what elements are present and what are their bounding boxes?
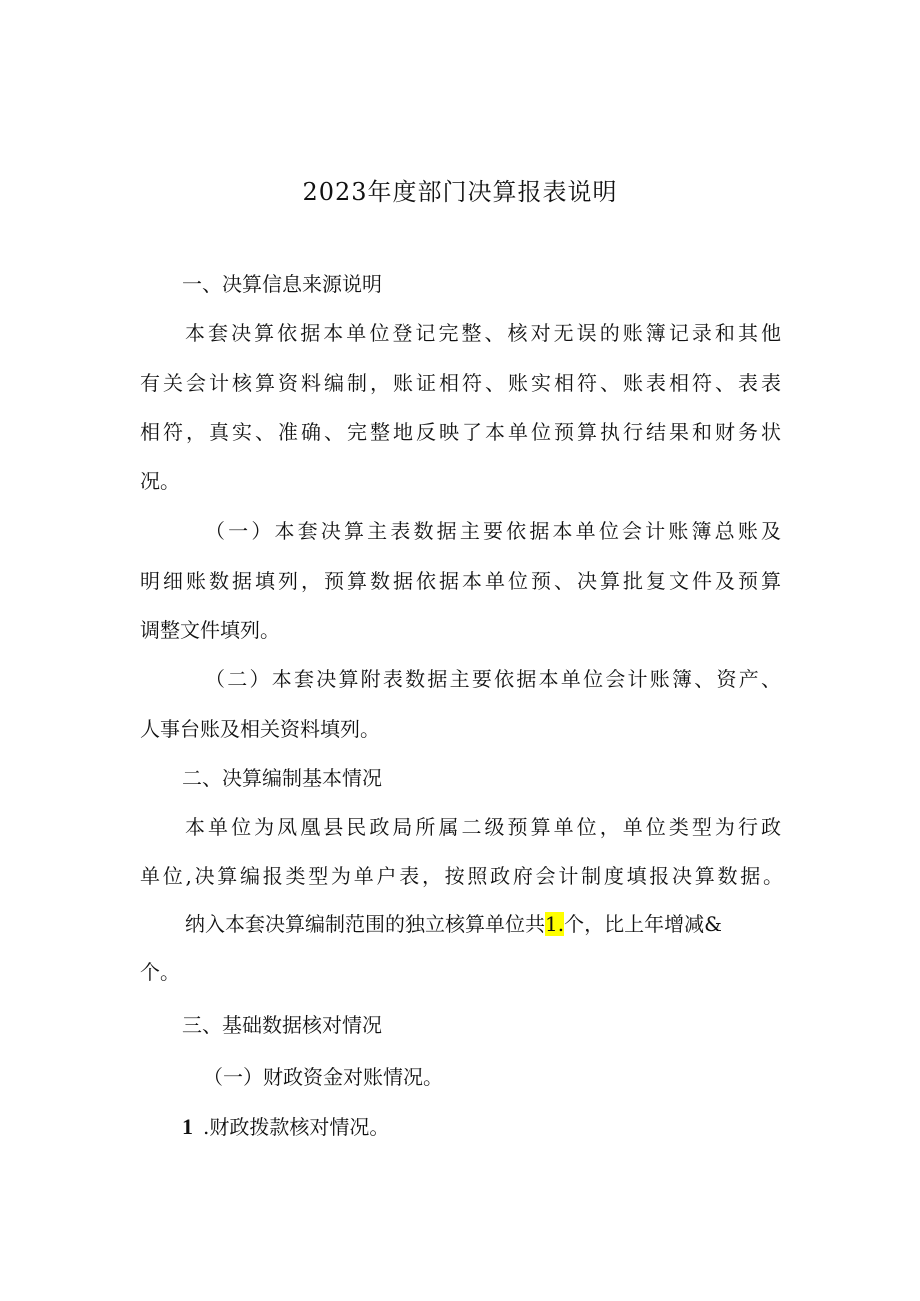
text-segment: 个，比上年增减& <box>564 912 722 936</box>
paragraph-line: 调整文件填列。 <box>140 618 280 642</box>
section-3-heading: 三、基础数据核对情况 <box>182 1013 382 1037</box>
item-text: .财政拨款核对情况。 <box>203 1115 390 1139</box>
item-number: 1 <box>182 1114 193 1139</box>
document-title: 2023年度部门决算报表说明 <box>302 178 618 206</box>
paragraph-line: 单位,决算编报类型为单户表，按照政府会计制度填报决算数据。 <box>140 864 783 888</box>
paragraph-line-unit-count <box>185 909 722 939</box>
section-1-heading: 一、决算信息来源说明 <box>182 272 382 296</box>
paragraph-line: 本单位为凤凰县民政局所属二级预算单位，单位类型为行政 <box>185 815 781 839</box>
item-heading <box>182 1112 389 1142</box>
paragraph-line: 相符，真实、准确、完整地反映了本单位预算执行结果和财务状 <box>140 420 781 444</box>
paragraph-line: 人事台账及相关资料填列。 <box>140 717 380 741</box>
paragraph-line: 明细账数据填列，预算数据依据本单位预、决算批复文件及预算 <box>140 569 781 593</box>
paragraph-line: （一）本套决算主表数据主要依据本单位会计账簿总账及 <box>205 519 781 543</box>
paragraph-line: 本套决算依据本单位登记完整、核对无误的账簿记录和其他 <box>185 321 781 345</box>
section-2-heading: 二、决算编制基本情况 <box>182 766 382 790</box>
subsection-heading: （一）财政资金对账情况。 <box>203 1065 443 1089</box>
paragraph-line: 有关会计核算资料编制，账证相符、账实相符、账表相符、表表 <box>140 371 781 395</box>
paragraph-line: 个。 <box>140 960 180 984</box>
highlighted-number: 1. <box>545 912 565 936</box>
paragraph-line: 况。 <box>140 469 180 493</box>
text-segment: 纳入本套决算编制范围的独立核算单位共 <box>185 912 545 936</box>
paragraph-line: （二）本套决算附表数据主要依据本单位会计账簿、资产、 <box>205 667 781 691</box>
